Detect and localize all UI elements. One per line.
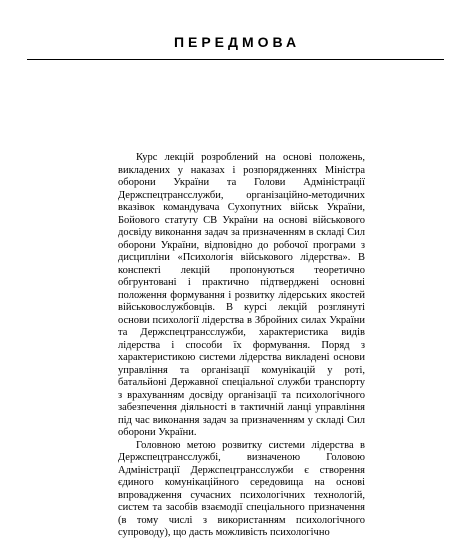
paragraph-1: Курс лекцій розроблений на основі положень, викладених у наказах і розпорядженнях Міністра оборони України та Голови Адміністрації Держспецтрансслужби, організаційно-методичних вказівок командувача Сухопутних військ України, Бойового статуту СВ України на основі військового досвіду виконання задач за призначенням в складі Сил оборони України, відповідно до робочої програми з дисципліни «Психологія військового лідерства». В конспекті лекцій пропонуються теоретично обгрунтовані і практично підтверджені основні положення формування і розвитку лідерських якостей військовослужбовців. В курсі лекцій розглянуті основи психології лідерства в Збройних силах України та Держспецтрансслужби, характеристика видів лідерства і способи їх формування. Поряд з характеристикою системи лідерства викладені основи управління та організації комунікацій у роті, батальйоні Державної спеціальної служби транспорту з врахуванням досвіду організації та психологічного забезпечення діяльності в тактичній ланці управління під час виконання задач за призначенням у складі Сил оборони України. <box>118 152 365 438</box>
page-title: ПЕРЕДМОВА <box>173 34 301 50</box>
paragraph-2: Головною метою розвитку системи лідерства в Держспецтрансслужбі, визначеною Головою Адміністрації Держспецтрансслужби є створення єдиного комунікаційного середовища на основі впровадження сучасних психологічних технологій, систем та засобів взаємодії спеціального призначення (в тому числі з використанням психологічного супроводу), що дасть можливість психологічно <box>118 439 365 538</box>
body-text <box>118 152 365 540</box>
title-rule-divider <box>27 59 444 60</box>
